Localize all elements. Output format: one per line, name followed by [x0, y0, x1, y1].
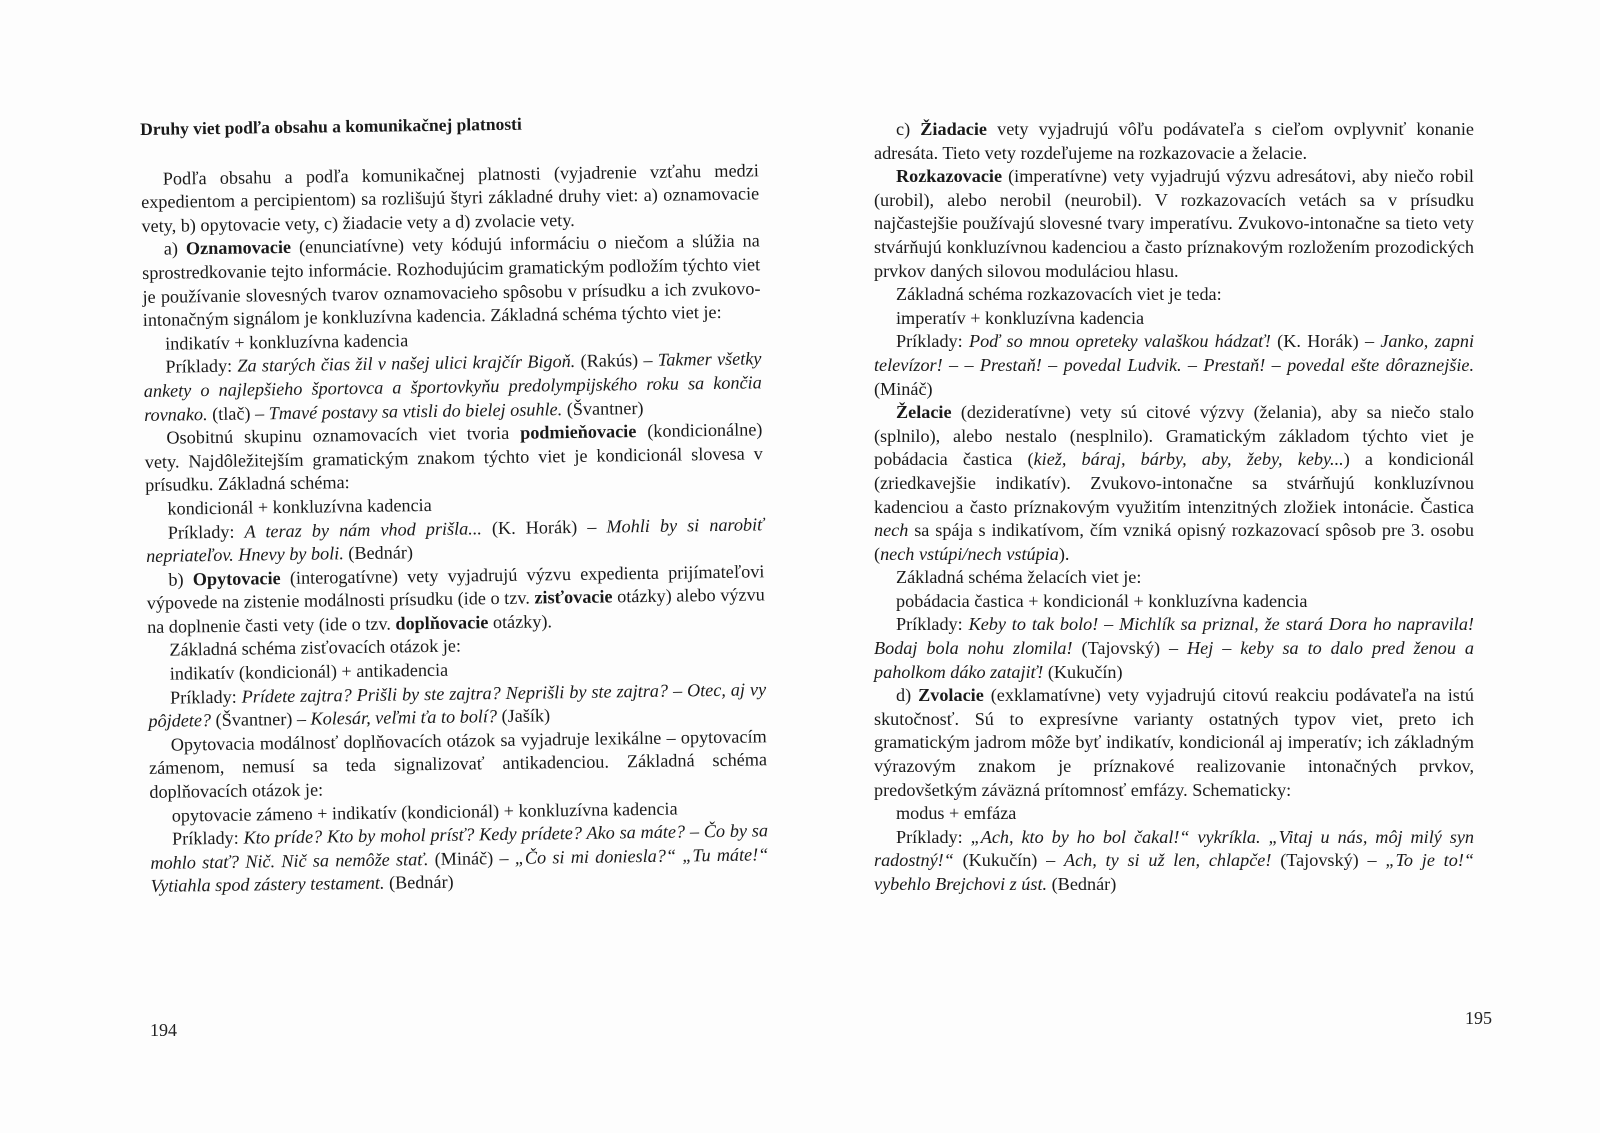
paragraph: [150, 820, 769, 899]
paragraph: [144, 418, 763, 497]
text-run: Príklady:: [167, 521, 245, 543]
text-run: (K. Horák) –: [1270, 331, 1381, 352]
paragraph: [874, 307, 1474, 331]
text-run: ).: [1058, 543, 1070, 564]
italic-example: „To je to!“ vybehlo Brejchovi z úst.: [874, 850, 1474, 894]
text-run: Príklady:: [896, 331, 969, 352]
text-run: indikatív (kondicionál) + antikadencia: [169, 659, 449, 684]
text-run: vety vyjadrujú vôľu podávateľa s cieľom ovplyvniť konanie adresáta. Tieto vety rozdeľujeme na rozkazovacie a želacie.: [874, 119, 1474, 163]
text-run: (Tajovský) –: [1271, 850, 1386, 871]
paragraph: [142, 230, 761, 333]
text-run: (Švantner): [562, 397, 644, 419]
italic-example: nech vstúpi/nech vstúpia: [880, 543, 1059, 564]
text-run: –: [684, 821, 704, 842]
paragraph: [874, 802, 1474, 826]
right-paragraphs: [874, 118, 1474, 897]
text-run: (Mináč) –: [428, 847, 515, 869]
italic-example: Za starých čias žil v našej ulici krajčír Bigoň.: [237, 351, 576, 377]
italic-example: „Ach, kto by ho bol čakal!“ vykríkla. „Vitaj u nás, môj milý syn radostný!“: [874, 826, 1474, 871]
paragraph: [146, 513, 765, 569]
italic-example: A teraz by nám vhod prišla...: [244, 517, 483, 542]
text-run: (Bednár): [343, 542, 414, 564]
italic-example: „Čo si mi doniesla?“ „Tu máte!“ Vytiahla spod zástery testament.: [150, 844, 769, 897]
text-run: opytovacie zámeno + indikatív (kondicionál) + konkluzívna kadencia: [171, 798, 678, 826]
bold-term: Želacie: [896, 402, 952, 423]
section-heading: Druhy viet podľa obsahu a komunikačnej platnosti: [140, 113, 522, 139]
text-run: (enunciatívne) vety kódujú informáciu o niečom a slúžia na sprostredkovanie tejto informácie. Rozhodujúcim gramatickým podložím týchto viet je používanie slovesných tvarov oznamovacieho spôsobu v prísudku a ich zvukovo-intonačným signálom je konkluzívna kadencia. Základná schéma týchto viet je:: [142, 230, 761, 331]
text-run: (Rakús) –: [575, 350, 658, 372]
text-run: (Bednár): [384, 872, 454, 894]
italic-example: Ach, ty si už len, chlapče!: [1063, 850, 1272, 871]
text-run: Podľa obsahu a podľa komunikačnej platnosti (vyjadrenie vzťahu medzi expedientom a percipientom) sa rozlišujú štyri základné druhy viet: a) oznamovacie vety, b) opytovacie vety, c) žiadacie vety a d) zvolacie vety.: [141, 159, 760, 236]
text-run: modus + emfáza: [896, 803, 1017, 824]
italic-example: Čo by sa mohlo stať? Nič. Nič sa nemôže stať.: [150, 820, 769, 873]
text-run: pobádacia častica + kondicionál + konkluzívna kadencia: [896, 590, 1308, 611]
paragraph: [874, 330, 1474, 401]
paragraph: [874, 566, 1474, 590]
italic-example: Takmer všetky ankety o najlepšieho športovca a športovkyňu predolympijského roku sa končia rovnako.: [143, 348, 762, 425]
text-run: (Kukučín): [1043, 661, 1123, 682]
left-paragraphs: [141, 159, 769, 899]
text-run: otázky) alebo výzvu na doplnenie časti vety (ide o tzv.: [146, 584, 765, 637]
page-number-right: 195: [1465, 1008, 1492, 1028]
right-page: [800, 0, 1600, 1133]
text-run: Príklady:: [896, 614, 969, 635]
text-run: imperatív + konkluzívna kadencia: [896, 307, 1145, 328]
text-run: a): [163, 238, 187, 260]
italic-example: Otec, aj vy pôjdete?: [148, 678, 767, 732]
bold-term: zisťovacie: [534, 586, 613, 608]
text-run: Základná schéma zisťovacích otázok je:: [169, 636, 462, 661]
text-run: kondicionál + konkluzívna kadencia: [167, 494, 432, 519]
italic-example: Tmavé postavy sa vtisli do bielej osuhle.: [268, 398, 563, 423]
text-run: sa spája s indikatívom, čím vzniká opisný rozkazovací spôsob pre 3. osobu (: [874, 520, 1474, 564]
paragraph: [874, 590, 1474, 614]
bold-term: Opytovacie: [192, 567, 281, 589]
bold-term: Zvolacie: [918, 685, 984, 706]
text-run: –: [667, 680, 688, 701]
text-run: (Tajovský) –: [1072, 638, 1188, 659]
bold-term: doplňovacie: [395, 612, 489, 634]
bold-term: podmieňovacie: [519, 421, 637, 443]
text-run: (tlač) –: [207, 402, 269, 424]
text-run: (dezideratívne) vety sú citové výzvy (želania), aby sa niečo stalo (splnilo), alebo nestalo (nesplnilo). Gramatickým základom týchto viet je pobádacia častica (: [874, 402, 1474, 470]
italic-example: Poď so mnou opreteky valaškou hádzať!: [968, 331, 1271, 352]
italic-example: Prídete zajtra? Prišli by ste zajtra? Neprišli by ste zajtra?: [241, 680, 669, 707]
paragraph: [874, 118, 1474, 165]
italic-example: Keby to tak bolo! – Michlík sa priznal, že stará Dora ho napravila! Bodaj bola nohu zlomila!: [874, 614, 1474, 659]
text-run: (exklamatívne) vety vyjadrujú citovú reakciu podávateľa na istú skutočnosť. Sú to expresívne varianty ostatných typov viet, preto ich gramatickým jadrom môže byť indikatív, kondicionál aj imperatív; ich základným výrazovým znakom je príznakové realizovanie intonačných prvkov, predovšetkým záväzná prítomnosť emfázy. Schematicky:: [874, 685, 1474, 800]
italic-example: Mohli by si narobiť nepriateľov. Hnevy by boli.: [145, 513, 764, 567]
paragraph: [874, 684, 1474, 802]
paragraph: [149, 725, 768, 804]
text-run: Základná schéma rozkazovacích viet je teda:: [896, 284, 1222, 305]
right-text-column: [874, 118, 1474, 897]
text-run: (Jašík): [496, 705, 551, 727]
paragraph: [874, 613, 1474, 684]
text-run: (imperatívne) vety vyjadrujú výzvu adresátovi, aby niečo robil (urobil), alebo nerobil (neurobil). V rozkazovacích vetách sa v prísudku najčastejšie používajú slovesné tvary imperatívu. Zvukovo-intonačne sa tieto vety stvárňujú konkluzívnou kadenciou a často príznakovým rozložením prozodických prvkov daných silovou moduláciou hlasu.: [874, 166, 1474, 281]
paragraph: [874, 401, 1474, 566]
italic-example: nech: [874, 520, 909, 541]
italic-example: Janko, zapni televízor! – – Prestaň! – povedal Ludvik. – Prestaň! – povedal ešte dôraznejšie.: [874, 331, 1475, 375]
paragraph: [143, 348, 762, 427]
italic-example: kiež, báraj, bárby, aby, žeby, keby...: [1033, 449, 1344, 470]
paragraph: [874, 826, 1474, 897]
text-run: Príklady:: [171, 827, 244, 849]
text-run: c): [896, 119, 921, 139]
text-run: (Bednár): [1047, 874, 1117, 894]
text-run: indikatív + konkluzívna kadencia: [165, 330, 409, 354]
text-run: Príklady:: [165, 356, 238, 378]
bold-term: Oznamovacie: [185, 237, 292, 259]
text-run: ) a kondicionál (zriedkavejšie indikatív). Zvukovo-intonačne sa stvárňujú konkluzívnou kadenciou a často príznakovým využitím intenzitných zložiek intonácie. Častica: [874, 449, 1475, 517]
italic-example: Kto príde? Kto by mohol prísť? Kedy prídete? Ako sa máte?: [243, 821, 686, 848]
text-run: (Mináč): [874, 378, 933, 399]
bold-term: Žiadacie: [920, 119, 987, 139]
left-text-column: [140, 109, 769, 899]
text-run: (K. Horák) –: [481, 516, 607, 538]
italic-example: Hej – keby sa to dalo pred ženou a paholkom dáko zatajiť!: [874, 638, 1474, 682]
paragraph: [146, 560, 765, 639]
paragraph: [874, 165, 1474, 283]
paragraph: [141, 159, 760, 238]
text-run: Opytovacia modálnosť doplňovacích otázok sa vyjadruje lexikálne – opytovacím zámenom, nemusí sa teda signalizovať antikadenciou. Základná schéma doplňovacích otázok je:: [148, 726, 768, 802]
text-run: (Kukučín) –: [953, 850, 1064, 871]
text-run: (kondicionálne) vety. Najdôležitejším gramatickým znakom týchto viet je kondicionál slovesa v prísudku. Základná schéma:: [144, 419, 763, 496]
page-number-left: 194: [150, 1020, 177, 1040]
text-run: Základná schéma želacích viet je:: [896, 567, 1142, 588]
paragraph: [148, 678, 767, 734]
bold-term: Rozkazovacie: [896, 166, 1003, 187]
text-run: otázky).: [488, 611, 553, 633]
text-run: (Švantner) –: [210, 708, 311, 731]
text-run: Príklady:: [896, 826, 971, 847]
text-run: Príklady:: [169, 686, 242, 708]
paragraph: [874, 283, 1474, 307]
text-run: Osobitnú skupinu oznamovacích viet tvoria: [166, 422, 521, 448]
text-run: d): [896, 685, 919, 706]
text-run: b): [168, 568, 193, 590]
text-run: (interogatívne) vety vyjadrujú výzvu expedienta prijímateľovi výpovede na zistenie modálnosti prísudku (ide o tzv.: [146, 561, 765, 614]
italic-example: Kolesár, veľmi ťa to bolí?: [310, 706, 498, 729]
